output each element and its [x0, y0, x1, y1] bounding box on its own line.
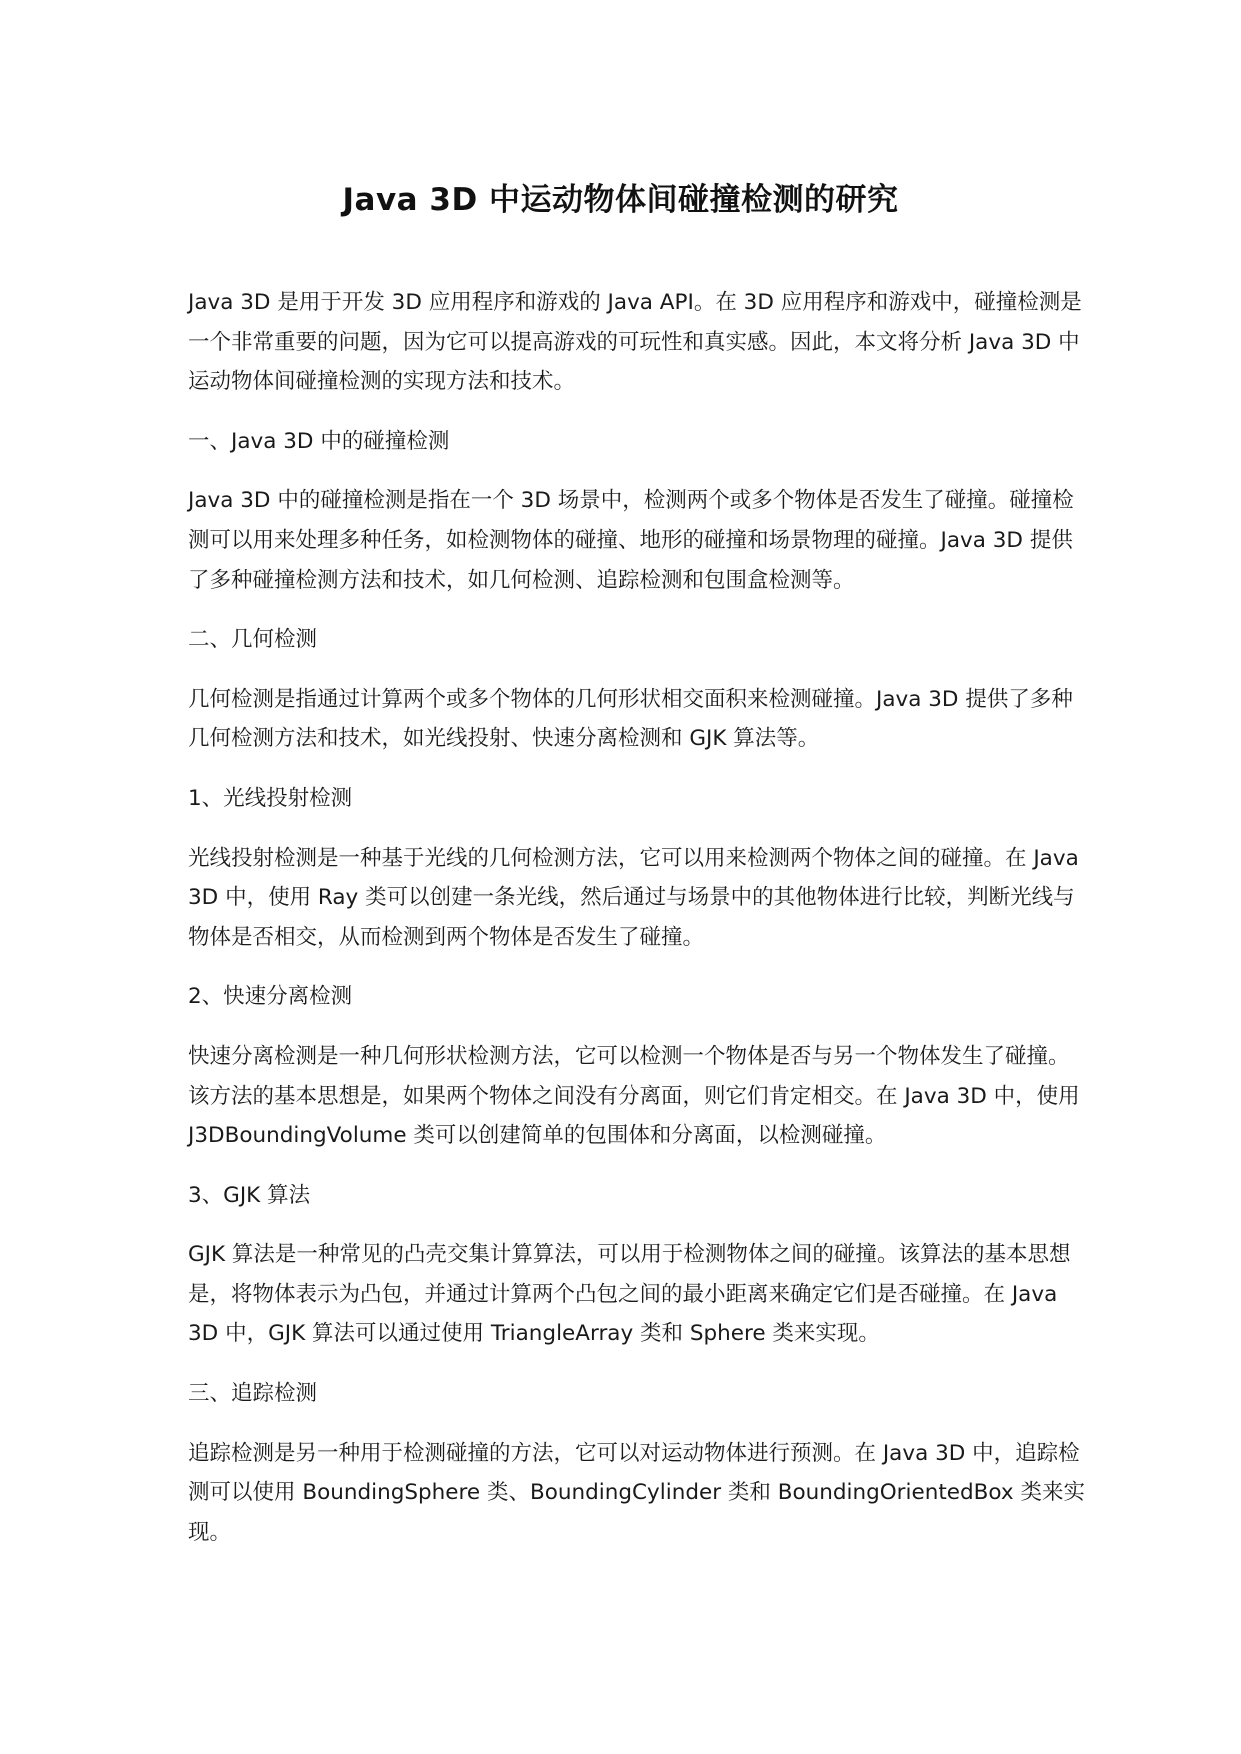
intro-paragraph: Java 3D 是用于开发 3D 应用程序和游戏的 Java API。在 3D 应用程序和游戏中，碰撞检测是一个非常重要的问题，因为它可以提高游戏的可玩性和真实感。因此，本文将分析 Java 3D 中运动物体间碰撞检测的实现方法和技术。 — [188, 290, 1082, 395]
collision-detection-paragraph: Java 3D 中的碰撞检测是指在一个 3D 场景中，检测两个或多个物体是否发生了碰撞。碰撞检测可以用来处理多种任务，如检测物体的碰撞、地形的碰撞和场景物理的碰撞。Java 3D 提供了多种碰撞检测方法和技术，如几何检测、追踪检测和包围盒检测等。 — [188, 488, 1074, 593]
subsection-heading-fast-separation: 2、快速分离检测 — [188, 984, 353, 1010]
section-heading-geometric-detection: 二、几何检测 — [188, 627, 318, 653]
section-heading-tracking-detection: 三、追踪检测 — [188, 1381, 318, 1407]
gjk-paragraph: GJK 算法是一种常见的凸壳交集计算算法，可以用于检测物体之间的碰撞。该算法的基本思想是，将物体表示为凸包，并通过计算两个凸包之间的最小距离来确定它们是否碰撞。在 Java 3D 中，GJK 算法可以通过使用 TriangleArray 类和 Sphere 类来实现。 — [188, 1242, 1071, 1347]
document-title: Java 3D 中运动物体间碰撞检测的研究 — [342, 182, 899, 218]
section-heading-collision-detection: 一、Java 3D 中的碰撞检测 — [188, 428, 450, 454]
subsection-heading-ray-casting: 1、光线投射检测 — [188, 785, 353, 811]
geometric-detection-paragraph: 几何检测是指通过计算两个或多个物体的几何形状相交面积来检测碰撞。Java 3D 提供了多种几何检测方法和技术，如光线投射、快速分离检测和 GJK 算法等。 — [188, 686, 1073, 752]
fast-separation-paragraph: 快速分离检测是一种几何形状检测方法，它可以检测一个物体是否与另一个物体发生了碰撞。该方法的基本思想是，如果两个物体之间没有分离面，则它们肯定相交。在 Java 3D 中，使用 J3DBoundingVolume 类可以创建简单的包围体和分离面，以检测碰撞。 — [188, 1043, 1080, 1149]
subsection-heading-gjk: 3、GJK 算法 — [188, 1182, 311, 1208]
ray-casting-paragraph: 光线投射检测是一种基于光线的几何检测方法，它可以用来检测两个物体之间的碰撞。在 Java 3D 中，使用 Ray 类可以创建一条光线，然后通过与场景中的其他物体进行比较，判断光线与物体是否相交，从而检测到两个物体是否发生了碰撞。 — [188, 845, 1079, 950]
tracking-detection-paragraph: 追踪检测是另一种用于检测碰撞的方法，它可以对运动物体进行预测。在 Java 3D 中，追踪检测可以使用 BoundingSphere 类、BoundingCylinder 类和 BoundingOrientedBox 类来实现。 — [188, 1440, 1085, 1545]
document-body — [188, 283, 1088, 1572]
